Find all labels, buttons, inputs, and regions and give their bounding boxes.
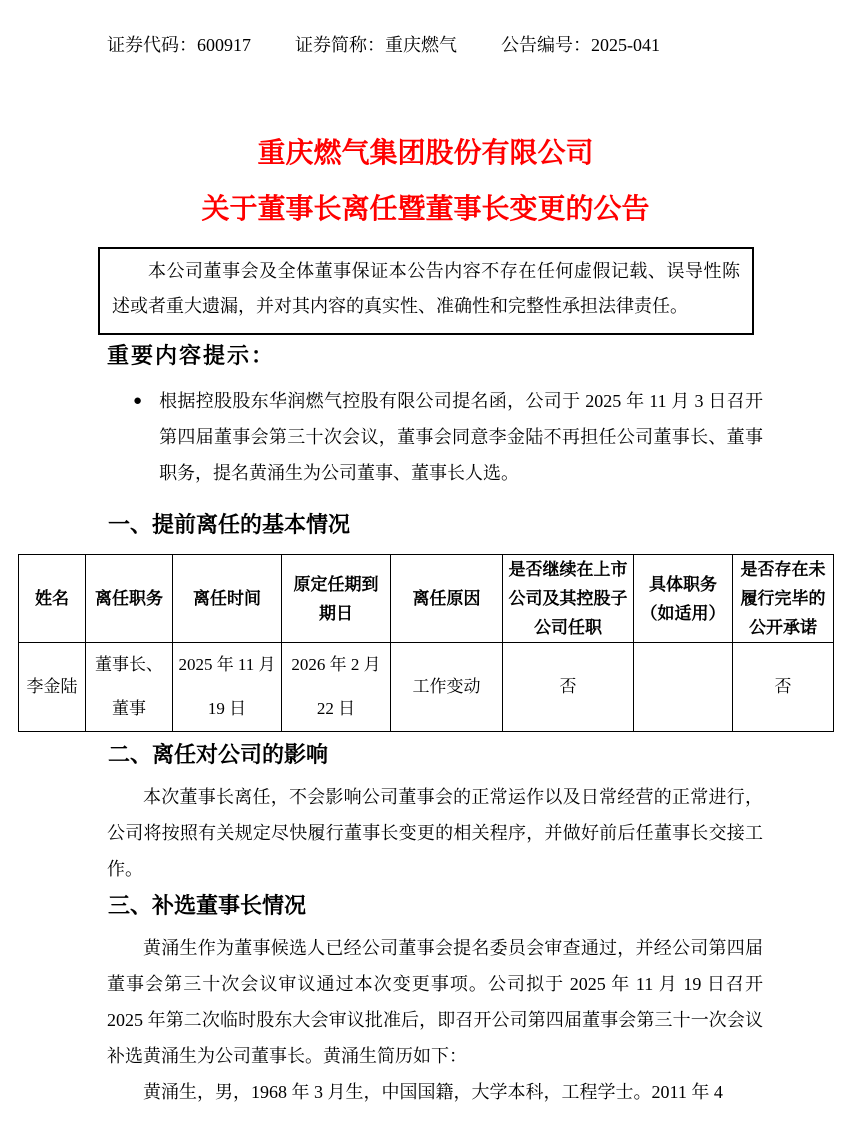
cell-continue-serving: 否 [503,643,634,732]
section3-paragraph-2: 黄涌生，男，1968 年 3 月生，中国国籍，大学本科，工程学士。2011 年 4 [143,1082,723,1102]
section3-paragraph-1: 黄涌生作为董事候选人已经公司董事会提名委员会审查通过，并经公司第四届董事会第三十次会议审议通过本次变更事项。公司拟于 2025 年 11 月 19 日召开 2025 年第二次临时股东大会审议批准后，即召开公司第四届董事会第三十一次会议补选黄涌生为公司董事长。黄涌生简历如下： [107,938,763,1066]
document-header [107,34,851,56]
cell-position: 董事长、董事 [86,643,173,732]
header-cell-specific-position: 具体职务（如适用） [634,555,733,643]
disclaimer-box [98,247,754,335]
important-notice-item [133,383,763,491]
section2-heading: 二、离任对公司的影响 [108,742,329,767]
table-data-row [19,643,834,732]
table-header-row [19,555,834,643]
cell-departure-time: 2025 年 11 月 19 日 [173,643,282,732]
header-cell-position: 离任职务 [86,555,173,643]
cell-original-term-end: 2026 年 2 月 22 日 [282,643,391,732]
header-cell-name: 姓名 [19,555,86,643]
announcement-number-label: 公告编号：2025-041 [501,35,660,55]
stock-short-name-label: 证券简称：重庆燃气 [295,35,457,55]
stock-code-label: 证券代码：600917 [107,35,251,55]
cell-name: 李金陆 [19,643,86,732]
bullet-icon: ● [133,393,143,409]
announcement-title: 关于董事长离任暨董事长变更的公告 [201,193,650,224]
section2-paragraph: 本次董事长离任，不会影响公司董事会的正常运作以及日常经营的正常进行，公司将按照有关规定尽快履行董事长变更的相关程序，并做好前后任董事长交接工作。 [107,787,763,879]
important-notice-text: 根据控股股东华润燃气控股有限公司提名函，公司于 2025 年 11 月 3 日召开第四届董事会第三十次会议，董事会同意李金陆不再担任公司董事长、董事职务，提名黄涌生为公司董事、董事长人选。 [159,391,763,483]
header-cell-reason: 离任原因 [391,555,503,643]
resignation-info-table [18,554,834,732]
section1-heading: 一、提前离任的基本情况 [108,512,351,537]
cell-reason: 工作变动 [391,643,503,732]
cell-specific-position [634,643,733,732]
header-cell-continue-serving: 是否继续在上市公司及其控股子公司任职 [503,555,634,643]
header-cell-unfulfilled-commitments: 是否存在未履行完毕的公开承诺 [733,555,834,643]
section3-heading: 三、补选董事长情况 [108,893,307,918]
header-cell-original-term-end: 原定任期到期日 [282,555,391,643]
disclaimer-text: 本公司董事会及全体董事保证本公告内容不存在任何虚假记载、误导性陈述或者重大遗漏，并对其内容的真实性、准确性和完整性承担法律责任。 [112,261,740,316]
cell-unfulfilled-commitments: 否 [733,643,834,732]
important-notice-heading: 重要内容提示： [107,343,276,368]
company-title: 重庆燃气集团股份有限公司 [257,137,594,168]
header-cell-departure-time: 离任时间 [173,555,282,643]
